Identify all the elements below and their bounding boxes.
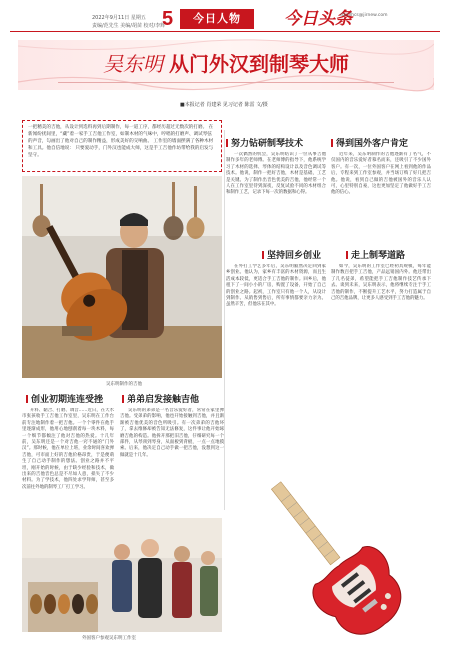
headline-banner <box>18 38 434 96</box>
headline <box>18 48 434 77</box>
visitors-photo <box>22 518 222 632</box>
section-label: 今日人物 <box>180 9 254 29</box>
electric-guitar-illustration <box>260 470 435 646</box>
section-heading-6: 走上制琴道路 <box>346 248 405 261</box>
page-number: 5 <box>162 8 174 30</box>
headline-underline <box>58 82 394 83</box>
byline: ■本报记者 肖建荣 见习记者 陈雷 文/摄 <box>180 102 268 108</box>
page-header <box>0 0 450 38</box>
header-rule <box>10 31 440 32</box>
section-heading-5: 坚持回乡创业 <box>262 248 321 261</box>
issue-date: 2022年9月11日 星期五 <box>92 15 146 21</box>
section-body-5: 在外打工学艺多年后，吴东明毅然决定回到家乡创业。他认为，家乡有丰富的木材资源，而且生活成本较低，更适合手工吉他的制作。回乡后，他租下了一间小小的厂房，购置了设备，开始了自己的创业之路。起初，工作室只有他一个人，从设计到制作、从销售到售后，所有事情都要亲力亲为。虽然辛苦，但他乐在其中。 <box>226 264 326 308</box>
section-heading-3: 努力钻研制琴技术 <box>226 136 303 149</box>
contact-email: dzrnlhcs@jirnew.com <box>340 13 388 18</box>
section-body-3: 一次偶然的机会，吴东明结识了一位从事吉他制作多年的老师傅。在老师傅的指导下，他系统学习了木材的选择、琴体的结构设计以及音色调试等技术。他说，制作一把好吉他，木材是基础，工艺是关键。为了制作出音色优美的吉他，他经常一个人在工作室里待到深夜，反复试验不同的木材组合和制作工艺，记录下每一次的数据和心得。 <box>226 152 326 196</box>
section-body-6: 如今，吴东明的工作室已经初具规模，每年能制作数百把手工吉他，产品远销国内外。他还带出了几名徒弟，希望能把手工吉他制作技艺传承下去。谈到未来，吴东明表示，他将继续专注于手工吉他的制作，不断提升工艺水平，努力打造属于自己的吉他品牌，让更多人感受到手工吉他的魅力。 <box>331 264 431 302</box>
headline-main: 从门外汉到制琴大师 <box>169 52 349 76</box>
section-body-1: 开料、黏合、打磨、调音……近日，在天水市张孩收手工吉他工作室里，吴东明在工作台前专注地制作着一把吉他。一个个零件在他手里逐渐成形，他用心地刨削着每一块木料，每一个细节都倾注了他对吉他的热爱。十几年前，吴东明还是一个对吉他一窍不通的“门外汉”。那时候，他在单位上班，业余时间喜欢弹吉他，可市面上好的吉他价格昂贵，于是便萌生了自己动手制作的想法。创业之路并不平坦，刚开始的时候，由于缺少经验和技术，做出来的吉他音色总是不尽如人意，损失了不少材料。为了学技术，他四处求学拜师，甚至多次前往外地的制琴工厂打工学习。 <box>22 408 114 490</box>
newspaper-logo: 今日头条 <box>284 9 352 29</box>
intro-box: 一把精美的吉他，从设计到选料再到后期制作，每一道工序，都经历超过无数次的打磨。 在新闻纷扰间里，“藏”着一家手工吉他工作室，如制木材的气味中，哼唱的打磨声、调试琴弦的声音，勾画出了他对自己的制作精益，形成美好的交响曲。 工作室的墙面摆满了各种木材和工具。他自信地说： 只要爱动手，门外汉也能成大师，这是手工吉他作坊带给我的启发与坚守。 <box>22 120 222 172</box>
column-divider <box>224 130 225 510</box>
section-heading-4: 得到国外客户肯定 <box>331 136 408 149</box>
section-heading-2: 弟弟启发接触吉他 <box>122 392 199 405</box>
headline-name: 吴东明 <box>103 52 163 76</box>
bottom-photo-caption: 外国客户参观吴东明工作室 <box>82 636 136 641</box>
section-body-2: 吴东明的弟弟是一名音乐爱好者，常常在家里弹吉他。受弟弟的影响，他也开始接触到吉他，并且渐渐被吉他优美的音色所吸引。有一次弟弟的吉他坏了，拿去维修却被告知无法修复，这件事让他开始琢磨吉他的构造。他拆开那把旧吉他，仔细研究每一个部件，从琴颈到琴身，从面板到背板，一点一点地摸索。后来，他决定自己动手做一把吉他，没想到这一做就是十几年。 <box>120 408 224 458</box>
section-heading-1: 创业初期连连受挫 <box>26 392 103 405</box>
section-body-4: 近年来，吴东明制作的吉他逐渐有了名气，不仅国内的音乐爱好者慕名而来，还吸引了不少国外客户。有一次，一位外国客户在网上看到他的作品后，专程来到工作室参观，并当场订购了好几把吉他。他说，看到自己做的吉他被国外的音乐人认可，心里特别自豪，这也更加坚定了他做好手工吉他的信心。 <box>331 152 431 196</box>
craftsman-photo <box>22 176 222 378</box>
top-photo-caption: 吴东明制作的吉他 <box>106 382 142 387</box>
editor-credits: 责编/范先生 美编/胡苗 校对/李辉 <box>92 23 166 29</box>
